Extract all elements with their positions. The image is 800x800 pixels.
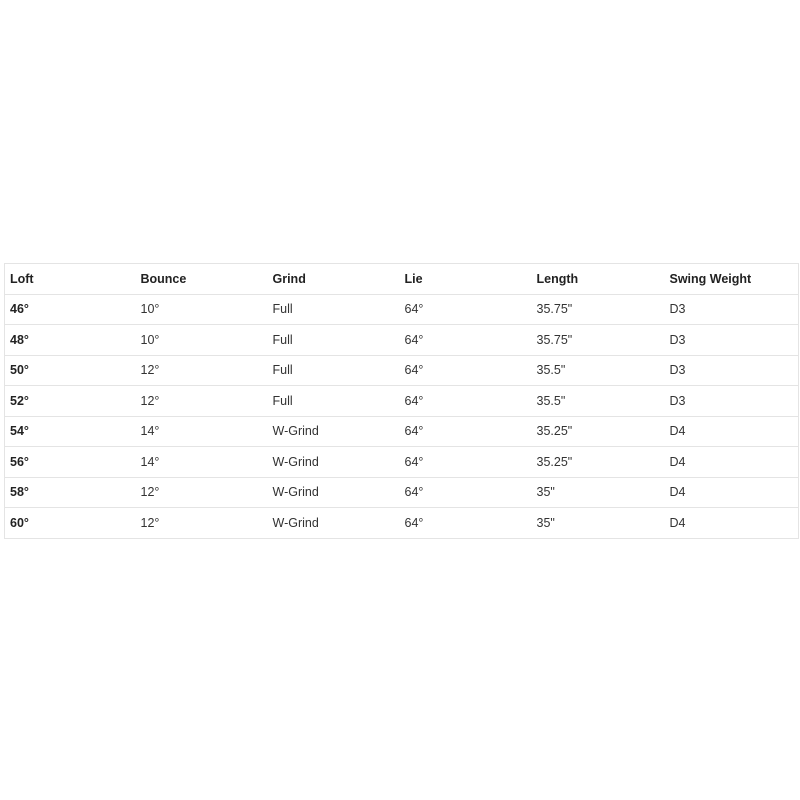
header-grind: Grind: [268, 264, 400, 295]
table-row: [5, 416, 799, 447]
length-cell: 35": [532, 477, 665, 508]
header-swing-weight: Swing Weight: [665, 264, 799, 295]
loft-cell: 56°: [5, 447, 136, 478]
grind-cell: Full: [268, 355, 400, 386]
lie-cell: 64°: [400, 447, 532, 478]
grind-cell: Full: [268, 294, 400, 325]
bounce-cell: 14°: [136, 447, 268, 478]
grind-cell: W-Grind: [268, 477, 400, 508]
length-cell: 35": [532, 508, 665, 539]
bounce-cell: 12°: [136, 477, 268, 508]
grind-cell: W-Grind: [268, 416, 400, 447]
length-cell: 35.5": [532, 355, 665, 386]
loft-cell: 52°: [5, 386, 136, 417]
lie-cell: 64°: [400, 386, 532, 417]
table-row: [5, 386, 799, 417]
bounce-cell: 12°: [136, 386, 268, 417]
lie-cell: 64°: [400, 325, 532, 356]
bounce-cell: 14°: [136, 416, 268, 447]
bounce-cell: 12°: [136, 508, 268, 539]
length-cell: 35.25": [532, 447, 665, 478]
swing-weight-cell: D3: [665, 325, 799, 356]
table-row: [5, 325, 799, 356]
swing-weight-cell: D3: [665, 386, 799, 417]
lie-cell: 64°: [400, 477, 532, 508]
lie-cell: 64°: [400, 355, 532, 386]
header-loft: Loft: [5, 264, 136, 295]
length-cell: 35.75": [532, 325, 665, 356]
table-row: [5, 508, 799, 539]
length-cell: 35.25": [532, 416, 665, 447]
grind-cell: W-Grind: [268, 447, 400, 478]
spec-table-container: [4, 263, 798, 539]
length-cell: 35.75": [532, 294, 665, 325]
loft-cell: 60°: [5, 508, 136, 539]
header-lie: Lie: [400, 264, 532, 295]
grind-cell: Full: [268, 325, 400, 356]
lie-cell: 64°: [400, 294, 532, 325]
swing-weight-cell: D4: [665, 416, 799, 447]
table-row: [5, 477, 799, 508]
bounce-cell: 12°: [136, 355, 268, 386]
lie-cell: 64°: [400, 508, 532, 539]
length-cell: 35.5": [532, 386, 665, 417]
loft-cell: 50°: [5, 355, 136, 386]
swing-weight-cell: D3: [665, 294, 799, 325]
table-header-row: [5, 264, 799, 295]
loft-cell: 46°: [5, 294, 136, 325]
swing-weight-cell: D4: [665, 508, 799, 539]
swing-weight-cell: D4: [665, 447, 799, 478]
swing-weight-cell: D4: [665, 477, 799, 508]
table-row: [5, 447, 799, 478]
lie-cell: 64°: [400, 416, 532, 447]
grind-cell: W-Grind: [268, 508, 400, 539]
table-row: [5, 355, 799, 386]
table-row: [5, 294, 799, 325]
loft-cell: 54°: [5, 416, 136, 447]
swing-weight-cell: D3: [665, 355, 799, 386]
header-length: Length: [532, 264, 665, 295]
loft-cell: 58°: [5, 477, 136, 508]
bounce-cell: 10°: [136, 325, 268, 356]
bounce-cell: 10°: [136, 294, 268, 325]
wedge-spec-table: [4, 263, 799, 539]
header-bounce: Bounce: [136, 264, 268, 295]
grind-cell: Full: [268, 386, 400, 417]
loft-cell: 48°: [5, 325, 136, 356]
